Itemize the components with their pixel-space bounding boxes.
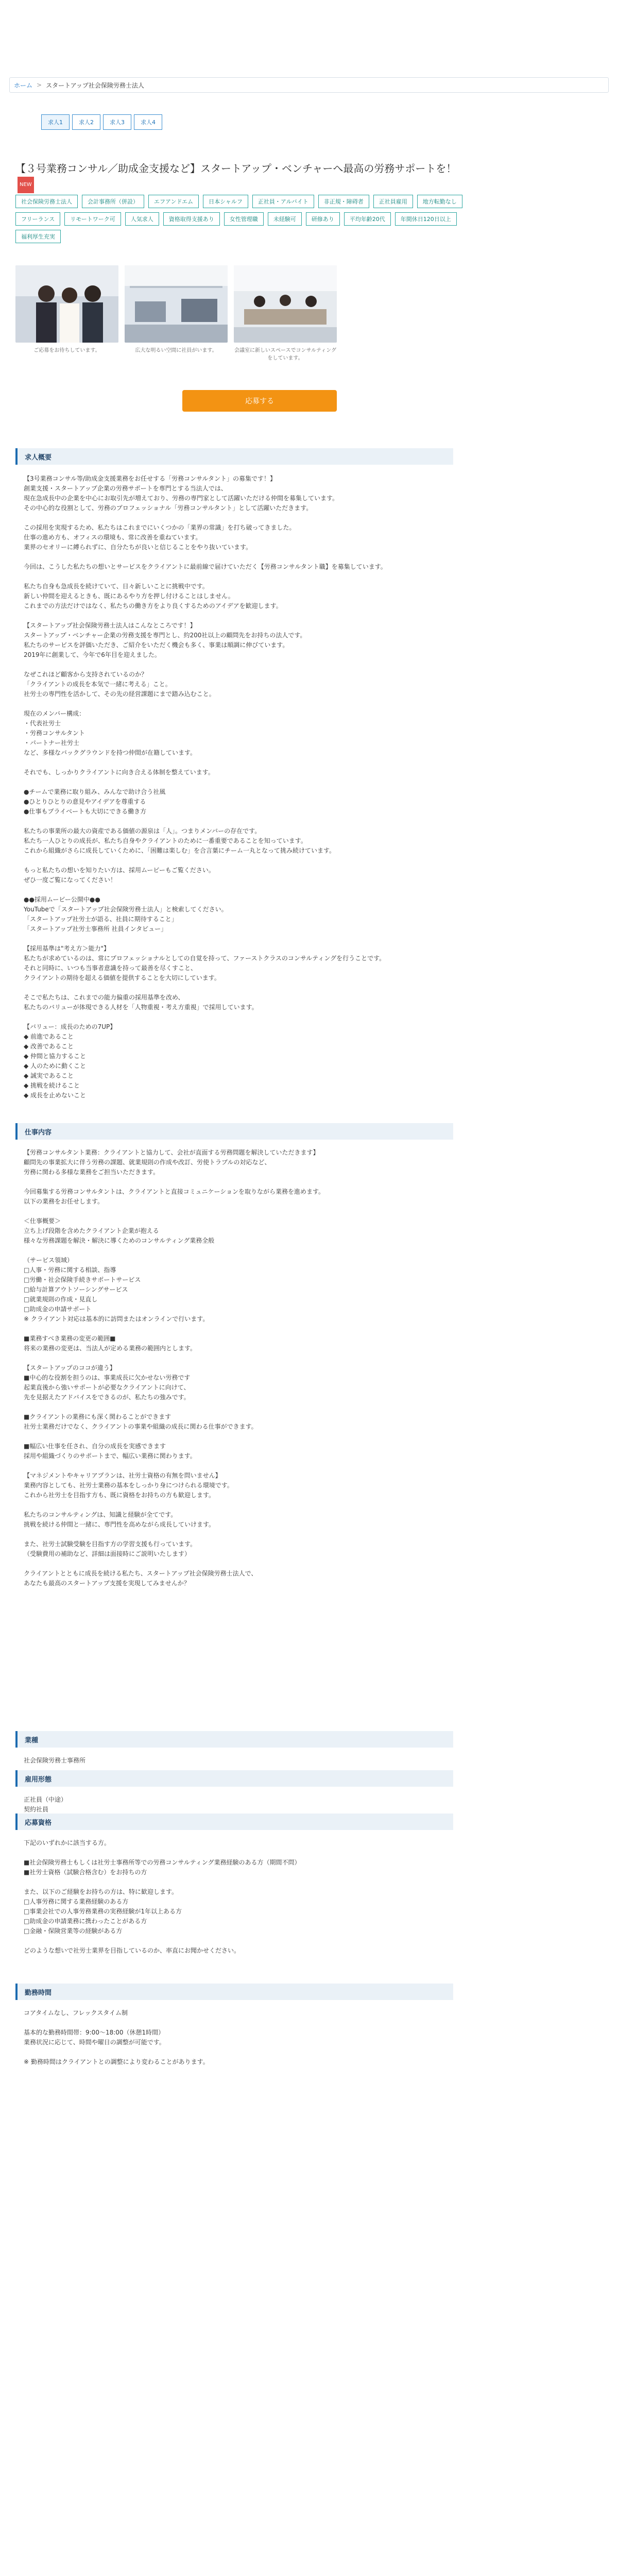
breadcrumb-current: スタートアップ社会保険労務士法人 [46, 81, 144, 89]
breadcrumb [9, 77, 609, 93]
section-heading-location: 勤務時間 [15, 1984, 453, 2000]
breadcrumb-area [0, 0, 618, 95]
job-title [15, 161, 458, 193]
tag-item[interactable]: 福利厚生充実 [15, 230, 61, 243]
section-body-overview: 【3号業務コンサル等/助成金支援業務をお任せする「労務コンサルタント」の募集です！】 創業支援・スタートアップ企業の労務サポートを専門とする当法人では、 現在急成長中の企業を中心にお取引先が増えており、労務の専門家として活躍いただける仲間を募集しています。 その中心的な役割として、労務のプロフェッショナル「労務コンサルタント」として活躍いただきます。 この採用を実現するため、私たちはこれまでにいくつかの「業界の常識」を打ち破ってきました。 仕事の進め方も、オフィスの環境も、常に改善を重ねています。 業界のセオリーに縛られずに、自分たちが良いと信じることをやり抜いています。 今回は、こうした私たちの想いとサービスをクライアントに最前線で届けていただく【労務コンサルタント職】を募集しています。 私たち自身も急成長を続けていて、日々新しいことに挑戦中です。 新しい仲間を迎えるときも、既にあるやり方を押し付けることはしません。 これまでの方法だけではなく、私たちの働き方をより良くするためのアイデアを歓迎します。 【スタートアップ社会保険労務士法人はこんなところです！】 スタートアップ・ベンチャー企業の労務支援を専門とし、約200社以上の顧問先をお持ちの法人です。 私たちのサービスを評価いただき、ご紹介をいただく機会も多く、事業は順調に伸びています。 2019年に創業して、今年で6年目を迎えました。 なぜこれほど顧客から支持されているのか？ 「クライアントの成長を本気で一緒に考える」こと。 社労士の専門性を活かして、その先の経営課題にまで踏み込むこと。 現在のメンバー構成： ・代表社労士 ・労務コンサルタント ・パートナー社労士 など、多様なバックグラウンドを持つ仲間が在籍しています。 それでも、しっかりクライアントに向き合える体制を整えています。 ●チームで業務に取り組み、みんなで助け合う社風 ●ひとりひとりの意見やアイデアを尊重する ●仕事もプライベートも大切にできる働き方 私たちの事業所の最大の資産である価値の源泉は「人」。つまりメンバーの存在です。 私たち一人ひとりの成長が、私たち自身やクライアントのために一番重要であることを知っています。 これから組織がさらに成長していくために、「困難は楽しむ」を合言葉にチーム一丸となって挑み続けています。 もっと私たちの想いを知りたい方は、採用ムービーもご覧ください。 ぜひ一度ご覧になってください！ ●●採用ムービー公開中●● YouTubeで「スタートアップ社会保険労務士法人」と検索してください。 「スタートアップ社労士が語る、社員に期待すること」 「スタートアップ社労士事務所 社員インタビュー」 【採用基準は"考え方＞能力"】 私たちが求めているのは、常にプロフェッショナルとしての自覚を持って、ファーストクラスのコンサルティングを行うことです。 それと同時に、いつも当事者意識を持って最善を尽くすこと、 クライアントの期待を超える価値を提供することを大切にしています。 そこで私たちは、これまでの能力偏重の採用基準を改め、 私たちのバリューが体現できる人材を「人物重視・考え方重視」で採用しています。 【バリュー：成長のための7UP】 ◆ 前進であること ◆ 改善であること ◆ 仲間と協力すること ◆ 人のために動くこと ◆ 誠実であること ◆ 挑戦を続けること ◆ 成長を止めないこと [24, 475, 387, 1099]
section-body-employment: 正社員（中途） 契約社員 [24, 1796, 67, 1813]
photo-item[interactable] [234, 265, 337, 362]
office-photo [125, 265, 228, 343]
tag-item[interactable]: リモートワーク可 [64, 212, 121, 226]
photo-caption: 広大な明るい空間に社員がいます。 [135, 348, 217, 353]
tag-item[interactable]: エフアンドエム [148, 195, 199, 208]
tab-job-1[interactable]: 求人1 [41, 114, 70, 130]
tag-item[interactable]: 地方転勤なし [417, 195, 462, 208]
tag-item[interactable]: 年間休日120日以上 [395, 212, 457, 226]
photo-caption: 会議室に新しいスペースでコンサルティングをしています。 [234, 348, 336, 361]
tag-item[interactable]: 正社員・アルバイト [252, 195, 314, 208]
tag-item[interactable]: 資格取得支援あり [163, 212, 220, 226]
section-body-work: 【労務コンサルタント業務：クライアントと協力して、会社が直面する労務問題を解決していただきます】 顧問先の事業拡大に伴う労務の課題、就業規則の作成や改訂、労使トラブルの対応など、 労務に関わる多様な業務をご担当いただきます。 今回募集する労務コンサルタントは、クライアントと直接コミュニケーションを取りながら業務を進めます。 以下の業務をお任せします。 ＜仕事概要＞ 立ち上げ段階を含めたクライアント企業が抱える 様々な労務課題を解決・解決に導くためのコンサルティング業務全般 （サービス領域） □人事・労務に関する相談、指導 □労働・社会保険手続きサポートサービス □給与計算アウトソーシングサービス □就業規則の作成・見直し □助成金の申請サポート ※ クライアント対応は基本的に訪問またはオンラインで行います。 ■業務すべき業務の変更の範囲■ 将来の業務の変更は、当法人が定める業務の範囲内とします。 【スタートアップのココが違う】 ■中心的な役割を担うのは、事業成長に欠かせない労務です 起業直後から強いサポートが必要なクライアントに向けて、 先を見据えたアドバイスをできるのが、私たちの強みです。 ■クライアントの業務にも深く関わることができます 社労士業務だけでなく、クライアントの事業や組織の成長に関わる仕事ができます。 ■幅広い仕事を任され、自分の成長を実感できます 採用や組織づくりのサポートまで、幅広い業務に関わります。 【マネジメントやキャリアプランは、社労士資格の有無を問いません】 業務内容としても、社労士業務の基本をしっかり身につけられる環境です。 これから社労士を目指す方も、既に資格をお持ちの方も歓迎します。 私たちのコンサルティングは、知識と経験が全てです。 挑戦を続ける仲間と一緒に、専門性を高めながら成長していけます。 また、社労士試験受験を目指す方の学習支援も行っています。 （受験費用の補助など、詳細は面接時にご説明いたします） クライアントとともに成長を続ける私たち、スタートアップ社会保険労務士法人で、 あなたも最高のスタートアップ支援を実現してみませんか？ [24, 1149, 325, 1587]
tag-item[interactable]: 未経験可 [268, 212, 302, 226]
job-tabs [41, 114, 162, 130]
section-heading-requirements: 応募資格 [15, 1814, 453, 1830]
new-badge: NEW [18, 177, 34, 193]
job-title-text: 【３号業務コンサル／助成金支援など】スタートアップ・ベンチャーへ最高の労務サポートを！ [15, 162, 457, 175]
photo-caption: ご応募をお待ちしています。 [33, 348, 100, 353]
photo-item[interactable] [125, 265, 228, 362]
tag-item[interactable]: 日本シャルフ [203, 195, 248, 208]
tag-item[interactable]: フリーランス [15, 212, 60, 226]
tab-job-2[interactable]: 求人2 [72, 114, 100, 130]
tab-job-4[interactable]: 求人4 [134, 114, 162, 130]
staff-photo [15, 265, 118, 343]
tag-item[interactable]: 研修あり [306, 212, 340, 226]
section-heading-employment: 雇用形態 [15, 1770, 453, 1787]
section-heading-work: 仕事内容 [15, 1123, 453, 1140]
section-body-location: コアタイムなし、フレックスタイム制 基本的な勤務時間帯：9:00～18:00（休憩1時間） 業務状況に応じて、時間や曜日の調整が可能です。 ※ 勤務時間はクライアントとの調整により変わることがあります。 [24, 2009, 209, 2065]
section-body-requirements: 下記のいずれかに該当する方。 ■社会保険労務士もしくは社労士事務所等での労務コンサルティング業務経験のある方（期間不問） ■社労士資格（試験合格含む）をお持ちの方 また、以下のご経験をお持ちの方は、特に歓迎します。 □人事労務に関する業務経験のある方 □事業会社での人事労務業務の実務経験が1年以上ある方 □助成金の申請業務に携わったことがある方 □金融・保険営業等の経験がある方 どのような想いで社労士業界を目指しているのか、率直にお聞かせください。 [24, 1839, 301, 1954]
breadcrumb-separator: > [37, 81, 42, 89]
job-tags [15, 195, 474, 243]
tag-item[interactable]: 人気求人 [125, 212, 159, 226]
tag-item[interactable]: 平均年齢20代 [344, 212, 391, 226]
meeting-photo [234, 265, 337, 343]
tag-item[interactable]: 非正規・障碍者 [318, 195, 369, 208]
section-heading-overview: 求人概要 [15, 448, 453, 465]
photo-gallery [15, 265, 337, 362]
photo-item[interactable] [15, 265, 118, 362]
section-heading-industry: 業種 [15, 1731, 453, 1748]
breadcrumb-home-link[interactable]: ホーム [14, 81, 33, 89]
apply-button[interactable]: 応募する [182, 390, 337, 412]
tag-item[interactable]: 正社員雇用 [373, 195, 413, 208]
tag-item[interactable]: 会計事務所（併設） [82, 195, 144, 208]
section-body-industry: 社会保険労務士事務所 [24, 1757, 86, 1764]
tab-job-3[interactable]: 求人3 [103, 114, 131, 130]
tag-item[interactable]: 女性管理職 [224, 212, 264, 226]
tag-item[interactable]: 社会保険労務士法人 [15, 195, 78, 208]
